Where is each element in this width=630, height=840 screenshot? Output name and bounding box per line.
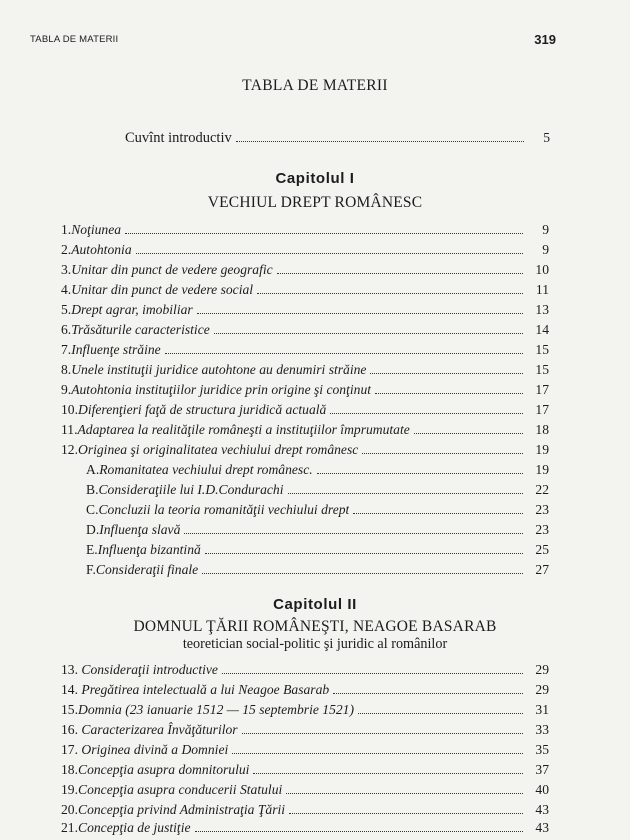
entry-number: B. [86,482,99,497]
entry-title: Romanitatea vechiului drept românesc. [99,462,313,477]
entry-page: 29 [535,682,549,697]
toc-entry[interactable] [61,302,549,322]
leader-dots [125,232,523,234]
entry-title: Unitar din punct de vedere social [71,282,254,297]
entry-page: 5 [543,130,550,145]
toc-entry[interactable] [61,802,549,822]
entry-number: 7. [61,342,72,357]
entry-number: 12. [61,442,78,457]
toc-entry[interactable] [61,342,549,362]
entry-title: Autohtonia [71,242,132,257]
entry-page: 17 [535,382,549,397]
leader-dots [214,332,523,334]
entry-title: Concepţia asupra domnitorului [78,762,250,777]
leader-dots [197,312,523,314]
toc-entry[interactable] [61,282,549,302]
running-head-title: TABLA DE MATERII [30,34,119,45]
entry-page: 9 [542,242,549,257]
entry-title: Influenţa bizantină [97,542,201,557]
entry-number: 5. [61,302,72,317]
entry-number: 17. [61,742,82,757]
entry-title: Autohtonia instituţiilor juridice prin origine şi conţinut [71,382,372,397]
entry-page: 43 [535,820,549,835]
chapter-2-title: DOMNUL ŢĂRII ROMÂNEŞTI, NEAGOE BASARAB [133,618,497,635]
toc-entry[interactable] [61,262,549,282]
toc-entry[interactable] [61,422,549,442]
entry-number: 3. [61,262,72,277]
toc-entry-intro[interactable] [125,130,550,150]
toc-entry[interactable] [61,662,549,682]
entry-page: 10 [535,262,549,277]
entry-number: E. [86,542,98,557]
leader-dots [242,732,523,734]
entry-title: Influenţe străine [71,342,161,357]
entry-title: Unele instituţii juridice autohtone au denumiri străine [71,362,367,377]
toc-subentry[interactable] [86,522,549,542]
entry-title: Diferenţieri faţă de structura juridică actuală [78,402,327,417]
toc-entry[interactable] [61,682,549,702]
entry-page: 27 [535,562,549,577]
leader-dots [205,552,523,554]
leader-dots [232,752,523,754]
toc-subentry[interactable] [86,562,549,582]
entry-number: 11. [61,422,78,437]
toc-entry[interactable] [61,722,549,742]
entry-number: 13. [61,662,82,677]
entry-title: Caracterizarea Învăţăturilor [81,722,238,737]
entry-page: 23 [535,522,549,537]
toc-entry[interactable] [61,442,549,462]
entry-page: 37 [535,762,549,777]
entry-title: Consideraţiile lui I.D.Condurachi [98,482,284,497]
entry-number: 9. [61,382,72,397]
entry-title: Concluzii la teoria romanităţii vechiului drept [98,502,350,517]
entry-page: 13 [535,302,549,317]
toc-subentry[interactable] [86,462,549,482]
entry-number: 21. [61,820,78,835]
entry-title: Concepţia asupra conducerii Statului [78,782,283,797]
toc-subentry[interactable] [86,542,549,562]
entry-page: 18 [535,422,549,437]
entry-title: Trăsăturile caracteristice [71,322,210,337]
leader-dots [353,512,523,514]
entry-page: 15 [535,342,549,357]
toc-subentry[interactable] [86,502,549,522]
entry-title: Pregătirea intelectuală a lui Neagoe Basarab [81,682,330,697]
toc-entry[interactable] [61,762,549,782]
entry-number: D. [86,522,100,537]
entry-number: 19. [61,782,78,797]
entry-title: Adaptarea la realităţile româneşti a instituţiilor împrumutate [77,422,410,437]
entry-title: Originea divină a Domniei [81,742,229,757]
chapter-2-heading: Capitolul II [273,596,357,613]
entry-number: 6. [61,322,72,337]
leader-dots [184,532,523,534]
leader-dots [362,452,523,454]
entry-number: 15. [61,702,78,717]
entry-title: Noţiunea [71,222,122,237]
toc-entry[interactable] [61,782,549,802]
toc-entry[interactable] [61,742,549,762]
toc-entry[interactable] [61,222,549,242]
entry-page: 33 [535,722,549,737]
entry-number: 2. [61,242,72,257]
entry-page: 35 [535,742,549,757]
entry-number: 10. [61,402,78,417]
leader-dots [202,572,523,574]
entry-page: 25 [535,542,549,557]
leader-dots [286,792,523,794]
toc-entry[interactable] [61,322,549,342]
entry-title: Domnia (23 ianuarie 1512 — 15 septembrie 1521) [78,702,355,717]
entry-page: 19 [535,442,549,457]
leader-dots [289,812,523,814]
leader-dots [236,140,524,142]
entry-page: 23 [535,502,549,517]
toc-entry[interactable] [61,382,549,402]
entry-number: F. [86,562,96,577]
leader-dots [136,252,523,254]
entry-page: 40 [535,782,549,797]
entry-page: 11 [535,282,549,297]
entry-page: 15 [535,362,549,377]
entry-page: 19 [535,462,549,477]
toc-title: TABLA DE MATERII [242,77,388,94]
entry-label: Cuvînt introductiv [125,130,232,146]
leader-dots [222,672,523,674]
entry-number: A. [86,462,100,477]
leader-dots [257,292,523,294]
leader-dots [253,772,523,774]
entry-page: 17 [535,402,549,417]
leader-dots [333,692,523,694]
leader-dots [330,412,523,414]
entry-number: 20. [61,802,78,817]
entry-number: 1. [61,222,72,237]
entry-title: Consideraţii finale [95,562,199,577]
entry-number: 18. [61,762,78,777]
leader-dots [277,272,523,274]
leader-dots [165,352,523,354]
entry-page: 31 [535,702,549,717]
chapter-1-heading: Capitolul I [275,170,355,187]
entry-title: Unitar din punct de vedere geografic [71,262,273,277]
toc-subentry[interactable] [86,482,549,502]
leader-dots [195,830,523,832]
entry-page: 29 [535,662,549,677]
leader-dots [317,472,523,474]
toc-entry[interactable] [61,702,549,722]
chapter-2-subtitle: teoretician social-politic şi juridic al românilor [182,636,448,652]
leader-dots [288,492,524,494]
entry-page: 14 [535,322,549,337]
leader-dots [414,432,523,434]
entry-title: Influenţa slavă [99,522,181,537]
entry-number: 4. [61,282,72,297]
page-number: 319 [534,32,556,47]
leader-dots [375,392,523,394]
entry-page: 9 [542,222,549,237]
entry-title: Concepţia de justiţie [78,820,191,835]
entry-number: 14. [61,682,82,697]
entry-number: C. [86,502,99,517]
entry-number: 8. [61,362,72,377]
entry-page: 43 [535,802,549,817]
toc-entry[interactable] [61,362,549,382]
entry-title: Originea şi originalitatea vechiului drept românesc [78,442,359,457]
entry-page: 22 [535,482,549,497]
leader-dots [358,712,523,714]
entry-title: Drept agrar, imobiliar [71,302,193,317]
entry-title: Consideraţii introductive [81,662,218,677]
toc-entry[interactable] [61,402,549,422]
entry-number: 16. [61,722,82,737]
toc-entry[interactable] [61,820,549,840]
chapter-1-title: VECHIUL DREPT ROMÂNESC [207,194,423,211]
running-head [30,32,556,48]
leader-dots [370,372,523,374]
toc-entry[interactable] [61,242,549,262]
entry-title: Concepţia privind Administraţia Ţării [78,802,286,817]
